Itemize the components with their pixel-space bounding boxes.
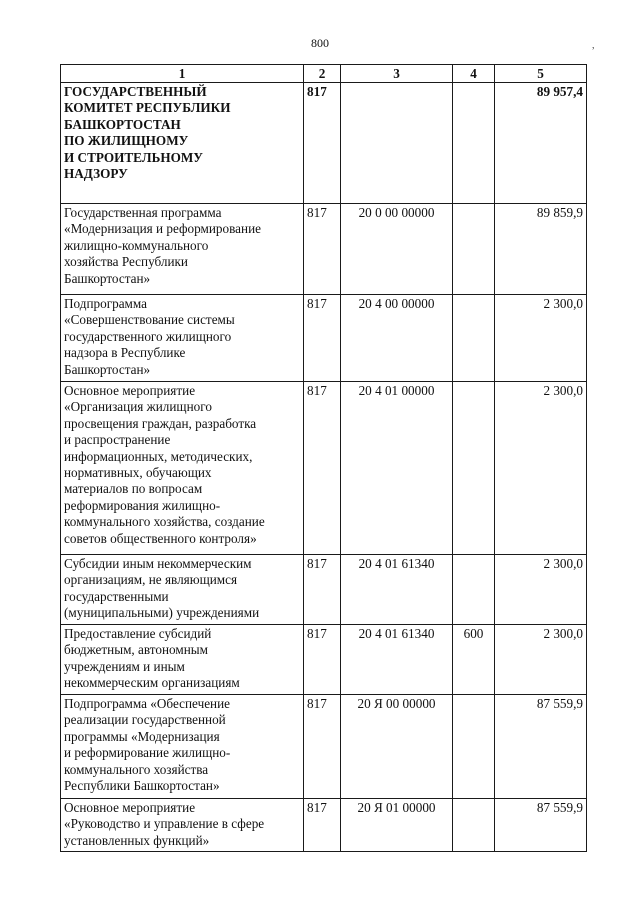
row-code: 20 4 01 61340 [341,555,453,625]
row-name: Предоставление субсидий бюджетным, автономным учреждениям и иным некоммерческим организациям [61,625,304,695]
row-grbs: 817 [304,695,341,799]
table-row [61,382,587,555]
row-name: Подпрограмма «Обеспечение реализации государственной программы «Модернизация и реформирование жилищно- коммунального хозяйства Республики Башкортостан» [61,695,304,799]
row-grbs: 817 [304,295,341,382]
row-code [341,83,453,204]
page-number: 800 [311,36,329,50]
table-row [61,555,587,625]
header-col-4: 4 [453,65,495,83]
table-row [61,83,587,204]
row-code: 20 4 01 00000 [341,382,453,555]
row-amount: 87 559,9 [495,799,587,852]
row-amount: 2 300,0 [495,295,587,382]
row-grbs: 817 [304,83,341,204]
row-vr [453,295,495,382]
row-code: 20 Я 01 00000 [341,799,453,852]
row-amount: 2 300,0 [495,625,587,695]
row-grbs: 817 [304,799,341,852]
header-col-2: 2 [304,65,341,83]
row-name: Основное мероприятие «Организация жилищного просвещения граждан, разработка и распространение информационных, методических, нормативных, обучающих материалов по вопросам реформирования жилищно- коммунального хозяйства, создание советов общественного контроля» [61,382,304,555]
header-col-5: 5 [495,65,587,83]
row-grbs: 817 [304,382,341,555]
row-vr [453,204,495,295]
row-amount: 87 559,9 [495,695,587,799]
row-code: 20 4 01 61340 [341,625,453,695]
row-vr [453,555,495,625]
row-code: 20 4 00 00000 [341,295,453,382]
corner-mark: , [592,40,595,51]
row-grbs: 817 [304,625,341,695]
row-vr [453,695,495,799]
row-amount: 89 859,9 [495,204,587,295]
row-name: ГОСУДАРСТВЕННЫЙ КОМИТЕТ РЕСПУБЛИКИ БАШКОРТОСТАН ПО ЖИЛИЩНОМУ И СТРОИТЕЛЬНОМУ НАДЗОРУ [61,83,304,204]
table-row [61,799,587,852]
row-code: 20 Я 00 00000 [341,695,453,799]
row-grbs: 817 [304,555,341,625]
row-amount: 2 300,0 [495,555,587,625]
header-col-1: 1 [61,65,304,83]
budget-table [60,64,587,852]
header-row [61,65,587,83]
row-code: 20 0 00 00000 [341,204,453,295]
row-vr [453,799,495,852]
row-name: Основное мероприятие «Руководство и управление в сфере установленных функций» [61,799,304,852]
header-col-3: 3 [341,65,453,83]
row-vr [453,83,495,204]
table-row [61,204,587,295]
table-row [61,625,587,695]
table-row [61,295,587,382]
row-amount: 2 300,0 [495,382,587,555]
row-name: Подпрограмма «Совершенствование системы государственного жилищного надзора в Республике Башкортостан» [61,295,304,382]
row-vr: 600 [453,625,495,695]
row-grbs: 817 [304,204,341,295]
row-vr [453,382,495,555]
table-row [61,695,587,799]
row-name: Государственная программа «Модернизация и реформирование жилищно-коммунального хозяйства Республики Башкортостан» [61,204,304,295]
row-amount: 89 957,4 [495,83,587,204]
row-name: Субсидии иным некоммерческим организациям, не являющимся государственными (муниципальными) учреждениями [61,555,304,625]
